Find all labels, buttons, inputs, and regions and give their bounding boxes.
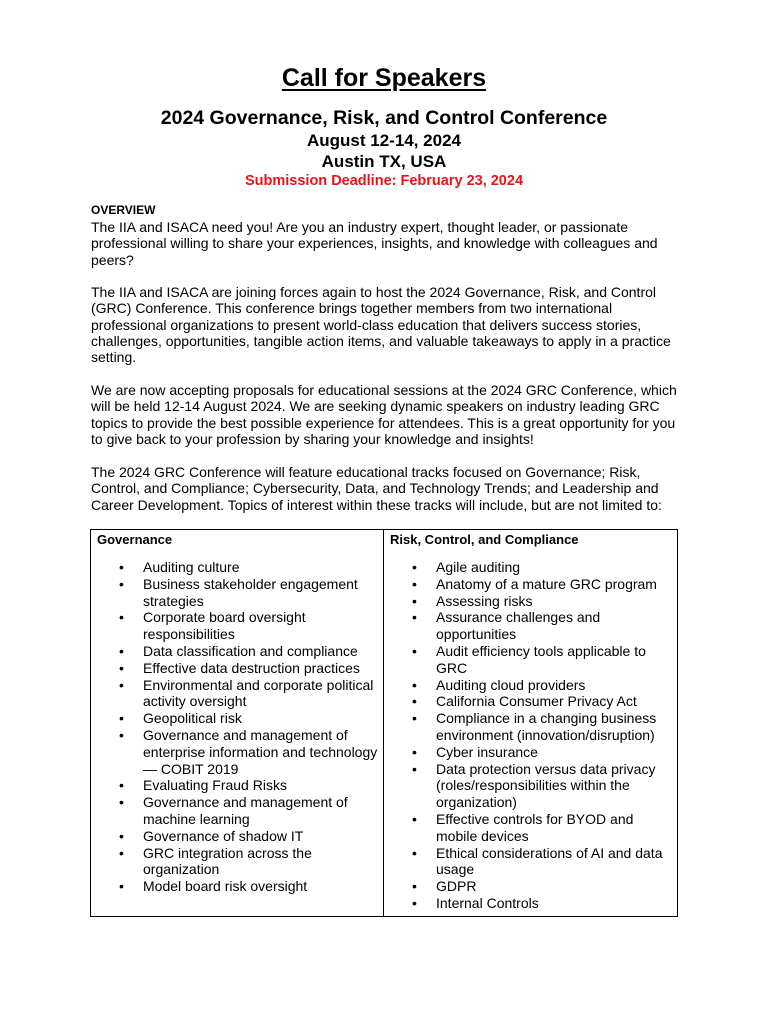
topic-item: • Data classification and compliance [91, 643, 383, 660]
track-column-governance [91, 530, 384, 917]
topic-item: • Anatomy of a mature GRC program [384, 576, 677, 593]
topic-item: • Internal Controls [384, 895, 677, 912]
topic-item: • Audit efficiency tools applicable to GRC [384, 643, 677, 677]
track-heading-risk-control-compliance: Risk, Control, and Compliance [390, 532, 579, 547]
overview-paragraph-1: The IIA and ISACA need you! Are you an industry expert, thought leader, or passionate professional willing to share your experiences, insights, and knowledge with colleagues and peers? [91, 219, 658, 268]
topic-item: • Model board risk oversight [91, 878, 383, 895]
tracks-table [90, 529, 678, 917]
topic-item: • Assessing risks [384, 593, 677, 610]
topic-item: • Effective data destruction practices [91, 660, 383, 677]
conference-dates: August 12-14, 2024 [306, 131, 461, 150]
overview-paragraph-4: The 2024 GRC Conference will feature educational tracks focused on Governance; Risk, Control, and Compliance; Cybersecurity, Data, and Technology Trends; and Leadership and Career Development. Topics of interest within these tracks will include, but are not limited to: [91, 464, 662, 513]
topic-item: • GDPR [384, 878, 677, 895]
topic-item: • Governance of shadow IT [91, 828, 383, 845]
topic-item: • Geopolitical risk [91, 710, 383, 727]
overview-paragraph-3: We are now accepting proposals for educational sessions at the 2024 GRC Conference, which will be held 12-14 August 2024. We are seeking dynamic speakers on industry leading GRC topics to provide the best possible experience for attendees. This is a great opportunity for you to give back to your profession by sharing your knowledge and insights! [91, 382, 677, 447]
submission-deadline: Submission Deadline: February 23, 2024 [244, 173, 524, 189]
topic-item: • Ethical considerations of AI and data usage [384, 845, 677, 879]
topic-item: • Environmental and corporate political activity oversight [91, 677, 383, 711]
overview-heading: OVERVIEW [91, 203, 156, 217]
topic-item: • Cyber insurance [384, 744, 677, 761]
topic-item: • Evaluating Fraud Risks [91, 777, 383, 794]
tracks-row [91, 530, 678, 917]
track-column-risk-control-compliance [384, 530, 678, 917]
topic-item: • Auditing cloud providers [384, 677, 677, 694]
topic-item: • Corporate board oversight responsibilities [91, 609, 383, 643]
topic-item: • Effective controls for BYOD and mobile devices [384, 811, 677, 845]
topic-item: • Assurance challenges and opportunities [384, 609, 677, 643]
conference-location: Austin TX, USA [321, 152, 447, 171]
topic-item: • Compliance in a changing business environment (innovation/disruption) [384, 710, 677, 744]
risk-topic-list [384, 559, 677, 912]
topic-item: • Auditing culture [91, 559, 383, 576]
track-heading-governance: Governance [97, 532, 173, 547]
conference-name: 2024 Governance, Risk, and Control Conference [160, 107, 608, 129]
governance-topic-list [91, 559, 383, 895]
topic-item: • GRC integration across the organization [91, 845, 383, 879]
topic-item: • Business stakeholder engagement strategies [91, 576, 383, 610]
page-title: Call for Speakers [281, 64, 487, 92]
topic-item: • Governance and management of machine learning [91, 794, 383, 828]
topic-item: • Agile auditing [384, 559, 677, 576]
topic-item: • Governance and management of enterprise information and technology — COBIT 2019 [91, 727, 383, 777]
overview-paragraph-2: The IIA and ISACA are joining forces again to host the 2024 Governance, Risk, and Control (GRC) Conference. This conference brings together members from two international professional organizations to present world-class education that delivers success stories, challenges, opportunities, tangible action items, and valuable takeaways to apply in a practice setting. [91, 284, 671, 366]
topic-item: • California Consumer Privacy Act [384, 693, 677, 710]
topic-item: • Data protection versus data privacy (roles/responsibilities within the organization) [384, 761, 677, 811]
